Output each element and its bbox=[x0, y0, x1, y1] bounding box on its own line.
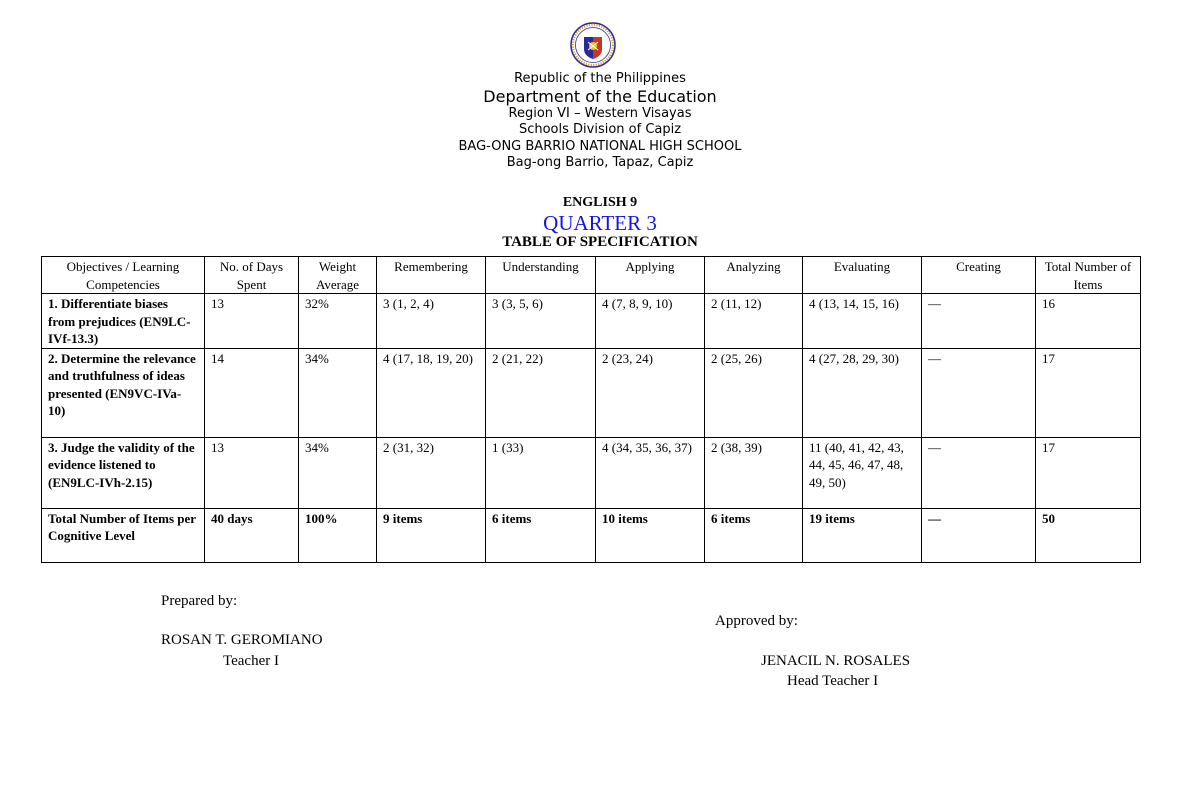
approved-label: Approved by: bbox=[715, 613, 798, 629]
table-cell: 4 (34, 35, 36, 37) bbox=[596, 437, 705, 508]
table-cell: 4 (7, 8, 9, 10) bbox=[596, 294, 705, 349]
table-header-row bbox=[42, 257, 1141, 294]
table-cell: 17 bbox=[1036, 348, 1141, 437]
table-cell: 4 (13, 14, 15, 16) bbox=[803, 294, 922, 349]
total-cell: 9 items bbox=[377, 508, 486, 562]
total-row bbox=[42, 508, 1141, 562]
table-cell: 2 (38, 39) bbox=[705, 437, 803, 508]
table-row bbox=[42, 294, 1141, 349]
school-name: BAG-ONG BARRIO NATIONAL HIGH SCHOOL bbox=[458, 139, 742, 154]
header-cell: Understanding bbox=[486, 257, 596, 294]
table-cell: 2 (23, 24) bbox=[596, 348, 705, 437]
quarter-title: QUARTER 3 bbox=[543, 211, 657, 235]
total-cell: — bbox=[922, 508, 1036, 562]
table-cell: 14 bbox=[205, 348, 299, 437]
table-cell: — bbox=[922, 437, 1036, 508]
table-cell: 2 (25, 26) bbox=[705, 348, 803, 437]
table-cell: 16 bbox=[1036, 294, 1141, 349]
table-cell: 1 (33) bbox=[486, 437, 596, 508]
table-cell: 2 (11, 12) bbox=[705, 294, 803, 349]
specification-table bbox=[41, 256, 1141, 563]
table-cell: 13 bbox=[205, 437, 299, 508]
total-cell: 40 days bbox=[205, 508, 299, 562]
competency-cell: 2. Determine the relevance and truthfulness of ideas presented (EN9VC-IVa-10) bbox=[42, 348, 205, 437]
header-cell: Applying bbox=[596, 257, 705, 294]
header-cell: Objectives / Learning Competencies bbox=[42, 257, 205, 294]
total-cell: 6 items bbox=[486, 508, 596, 562]
table-cell: 34% bbox=[299, 348, 377, 437]
total-cell: 100% bbox=[299, 508, 377, 562]
competency-cell: 3. Judge the validity of the evidence listened to (EN9LC-IVh-2.15) bbox=[42, 437, 205, 508]
table-cell: 34% bbox=[299, 437, 377, 508]
table-title: TABLE OF SPECIFICATION bbox=[502, 234, 698, 250]
table-cell: 4 (17, 18, 19, 20) bbox=[377, 348, 486, 437]
table-cell: 3 (3, 5, 6) bbox=[486, 294, 596, 349]
header-cell: Analyzing bbox=[705, 257, 803, 294]
table-cell: — bbox=[922, 294, 1036, 349]
table-row bbox=[42, 437, 1141, 508]
header-cell: Creating bbox=[922, 257, 1036, 294]
subject-title: ENGLISH 9 bbox=[562, 195, 638, 210]
total-cell: 10 items bbox=[596, 508, 705, 562]
department-line: Department of the Education bbox=[483, 87, 717, 106]
republic-line: Republic of the Philippines bbox=[514, 71, 686, 86]
prepared-title: Teacher I bbox=[223, 653, 279, 669]
table-cell: 11 (40, 41, 42, 43, 44, 45, 46, 47, 48, 49, 50) bbox=[803, 437, 922, 508]
header-cell: Total Number of Items bbox=[1036, 257, 1141, 294]
total-label-cell: Total Number of Items per Cognitive Level bbox=[42, 508, 205, 562]
header-cell: Weight Average bbox=[299, 257, 377, 294]
table-cell: 3 (1, 2, 4) bbox=[377, 294, 486, 349]
table-cell: 2 (31, 32) bbox=[377, 437, 486, 508]
table-cell: 2 (21, 22) bbox=[486, 348, 596, 437]
prepared-name: ROSAN T. GEROMIANO bbox=[161, 632, 323, 648]
approved-title: Head Teacher I bbox=[787, 673, 879, 689]
table-cell: 17 bbox=[1036, 437, 1141, 508]
document-titles bbox=[0, 195, 1200, 250]
competency-cell: 1. Differentiate biases from prejudices (EN9LC-IVf-13.3) bbox=[42, 294, 205, 349]
header-cell: No. of Days Spent bbox=[205, 257, 299, 294]
table-cell: 32% bbox=[299, 294, 377, 349]
total-cell: 19 items bbox=[803, 508, 922, 562]
region-line: Region VI – Western Visayas bbox=[508, 106, 692, 121]
letterhead bbox=[0, 70, 1200, 171]
table-cell: — bbox=[922, 348, 1036, 437]
deped-seal-logo bbox=[570, 22, 616, 68]
total-cell: 50 bbox=[1036, 508, 1141, 562]
table-cell: 4 (27, 28, 29, 30) bbox=[803, 348, 922, 437]
division-line: Schools Division of Capiz bbox=[518, 122, 682, 137]
header-cell: Remembering bbox=[377, 257, 486, 294]
table-row bbox=[42, 348, 1141, 437]
prepared-label: Prepared by: bbox=[161, 593, 238, 609]
total-cell: 6 items bbox=[705, 508, 803, 562]
header-cell: Evaluating bbox=[803, 257, 922, 294]
approved-name: JENACIL N. ROSALES bbox=[761, 653, 911, 669]
school-address: Bag-ong Barrio, Tapaz, Capiz bbox=[506, 155, 694, 170]
table-cell: 13 bbox=[205, 294, 299, 349]
